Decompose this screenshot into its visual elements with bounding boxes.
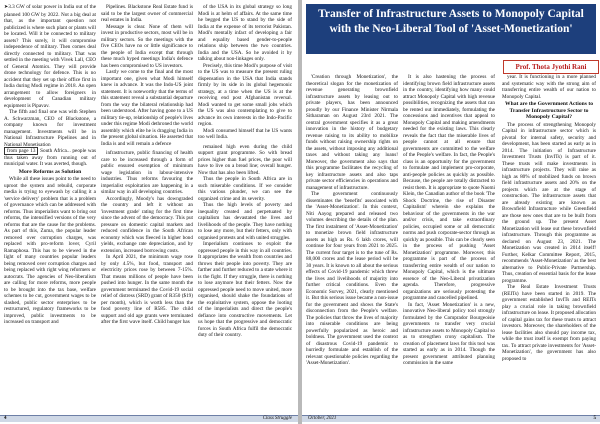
paragraph: infrastructure, public financing of health care to be increased through a form of public ensured exemption of minimum wage legislation in labour-intensive industries. Thus reforms favouring the imperialist exploitation are happening in a similar way in all developing countries. <box>101 150 193 195</box>
right-footer-bar <box>302 415 600 422</box>
right-column-3 <box>502 74 596 410</box>
article-title-banner <box>306 4 596 54</box>
paragraph: ➤ 3.3 GW of solar power in India out of the planned 100 GW by 2022. Not a big deal at that, as the important question not publicized is where such plant or plants will be located. Will it be connected to military assets? This surely, it will compromise independence of military. Then comes deal directly connected to military. That was settled in the meeting with Vivek Lall, CEO of General Atomics. They will provide drone technology for defence. This is no accident that they set up their office first in India during Modi regime in 2018. An open arrangement to allow foreigners in development of Canadian military equipment is Pipavav. <box>4 4 96 109</box>
left-page <box>0 0 298 424</box>
paragraph: Imperialism continues to exploit the oppressed people in this way in all countries. It appropriates the wealth from countries and throws their people into poverty. They are farther and further reduced to a state where it is the fight. If they struggle, there is nothing to lose anymore but their fetters. Now the oppressed people need to move united, more organised, should shake the foundations of the exploitative system, oppose the looting of the imperialists and direct the people's defiance into constructive movements. Let us hope that the progressive and democratic forces in South Africa fulfil the democratic duty of their country. <box>198 241 292 338</box>
from-page-label: from page 13 <box>4 147 38 155</box>
paragraph: Modi consumed himself that he US wants too well India. <box>198 127 292 140</box>
paragraph: While all these issues point to the need to uproot the system and rebuild, corporate media is trying to eyewash by calling it a 'service delivery' problem that is a problem of governance which can be addressed with reforms. Thus imperialists want to bring out reforms, the intensified versions of the very reforms that are the cause for the problems. As part of this, Zuma, the popular leader removed over corruption charges, was replaced with pro-reform lover, Cyril Ramaphosa. This has to be viewed in the light of many countries popular leaders being removed over corruption charges and being replaced with right wing reformers or autocrats. The agencies of Neo-liberalism are calling for more reforms, more people to be brought into the tax base, welfare schemes to be cut, government wages to be slashed, public sector enterprises to be restructured, regulatory frameworks to be improved, public investments to be increased on transport and <box>4 176 96 325</box>
paragraph: Pipelines. Blackstone Real Estate fund is said to be the largest owner of commercial real estates in India. <box>101 4 193 23</box>
paragraph: Accordingly, Moody's has downgraded the country and left it without an 'investment grade' rating for the first time since the advent of the democracy. This put pressure on domestic capital markets and reduced confidence in the South African economy which was fleeced in higher bond yields, exchange rate depreciation, and by extension, increased borrowing costs. <box>101 195 193 254</box>
page-number: 4 <box>4 416 7 421</box>
paragraph: In April 2021, the minimum wage rose by only 4.5%, but food, transport and electricity prices rose by between 7-15%. That means millions of people have been pushed into hunger. In the same month the government terminated the Covid-19 social relief of distress (SRD) grant of R350 ($19) per month), which is worth less than the food poverty line of R585. The child support and old age grants were terminated after the first wave itself. Child hunger has <box>101 254 193 325</box>
article-title-line-2: with the Neo-Liberal Tool of 'Asset-Monetization' <box>329 23 573 35</box>
author-byline: Prof. Thota Jyothi Rani <box>503 60 599 74</box>
left-column-3 <box>198 4 292 410</box>
paragraph: Message is clear. None of them will invest in productive sectors, most will be in military sectors. So the meetings with the five CEOs have no or little significance to the people of India except that through these much hyped meetings India's defence has been compromised to US investors. <box>101 23 193 69</box>
paragraph: The Real Estate Investment Trusts (REITs) have been started in 2019. The government established InvITs and REITs play a crucial role in taking brownfield infrastructure on lease. It proposed allocation of capital gains tax for these trusts to attract investors. Moreover, the shareholders of the lease facilities also should pay income tax, while the trust itself is exempt from paying tax. To attract private investments for 'Asset-Monetization', the government has also proposed to <box>502 284 596 362</box>
continued-text: South Africa... people was thus taken away from running out of municipal water. It was averted, though. <box>4 148 96 167</box>
paragraph: Lastly we come to the final and the most important one, given what Modi himself knew in advance. It was the Indo-US joint statement. It is noteworthy that the terms of this statement reveal a substantial departure from the way the bilateral relationship had been understood. After having gone to a US military tie-up, relationship of people's lives under this regime Modi dethroned the world assembly which elite he is dragging India in the present global situation. He asserted that India is and will remain a defence <box>101 69 193 147</box>
right-column-2 <box>403 74 495 410</box>
paragraph: remained high even during the child support grant programme. So with bread prices higher than fuel prices, the poor will have to live on a bread line; overall hunger. Now that has also been lifted. <box>198 143 292 176</box>
page-number: 5 <box>593 416 596 421</box>
section-heading: More Reforms as Solution <box>18 168 82 175</box>
paragraph: The process of strengthening Monopoly Capital in infrastructure sector which is pivotal for internal safety, security and development, has been started as early as in 2014. The initiation of Infrastructure Investment Trusts (InvITs) is part of it. These trusts will make investments in infrastructure projects. They will raise as high as 80% of mobilized funds on brown field infrastructure assets and 20% on the projects which are at the stage of construction. The infrastructure assets that are already existing are known as Brownfield Infrastructure while Greenfield are those new ones that are to be built from the ground up. The present Asset Monetization will lease out these brownfield infrastructure. Through this programme as declared on August 23, 2021. The Monetization was created in 2014 itself! Further, Kelkar Committee Report, 2015, recommends 'Asset-Monetization' as the best alternative to Public-Private Partnership. Thus, creation of essential basis for the lease programme. <box>502 121 596 284</box>
left-footer-bar <box>0 415 298 422</box>
paragraph: Precisely, this time Modi's purpose of visit to the US was to measure the present ruling dispensation in the USA that India stands firmly by its side in its global hegemonic strategy, at a time when the US is at the receiving end post Afghanistan reversal. Modi wanted to get some small jobs which the US was also contemplating to give to advance its own interests in the Indo-Pacific region. <box>198 62 292 127</box>
section-heading: What are the Government Actions to Transfer Infrastructure Sector to Monopoly Capital? <box>505 101 593 120</box>
magazine-name: Class Struggle <box>262 416 292 421</box>
paragraph: Thus the high levels of poverty and inequality created and perpetuated by capitalism has devastated the lives and livelihoods of the people. They have nothing to lose any more, but their fetters, only with organised protests and with united struggles. <box>198 202 292 241</box>
paragraph: The fifth and final one was with Stephen A. Schwarzman, CEO of Blackstone, a company known for investment management. Investments will be in National Infrastructure Pipelines and in National Monetisation <box>4 109 96 148</box>
paragraph: In fact, 'Asset Monetization' is a new, innovative Neo-liberal policy tool strongly formulated by the Comprador Bourgeoisie governments to transfer very crucial infrastructure assets to Monopoly Capital so as to strengthen crony capitalism. The creation of placement laws for this tool was started as early as in 2014. Though the present government attributed planning commission in the same <box>403 301 495 366</box>
paragraph: of the USA in its global strategy so long Modi is at helm of affairs. At the same time he begged the US to stand by the side of India at the expense of its terrorist Pakistan. Modi's mentally infact of developing a fair and equality based gender-to-people relations ship between the two countries. India and the USA. So he avoided it by talking about non-linkages only. <box>198 4 292 62</box>
left-column-1 <box>4 4 96 410</box>
right-column-1 <box>306 74 398 410</box>
paragraph: The government continuously disseminates the 'benefits' associated with the 'Asset-Monetization'. In this context, Niti Aayog prepared and released two volumes describing the details of the plan. The first instalment of 'Asset-Monetization' to monetize brown field infrastructure assets as high as Rs. 6 lakh crores, will continue for four years from 2021 to 2025. The current four target is to the tune of Rs. 88,000 crores and the lease period will be 30 years. It is known to all about the serious effects of Covid-19 pandemic which threw the lives and livelihoods of majority into further critical conditions. Even the Economic Survey, 2021, clearly mentioned it. But this serious issue became a non-issue for the government and shows the State's disconnection from the People's welfare. The policies that throw the lives of majority into miserable conditions are being powerfully popularized as heroic and boldness. The government used the context of disastrous Covid-19 pandemic to hurriedly formulate and establish of the relevant questionable policies regarding the 'Asset-Monetization'. <box>306 191 398 366</box>
paragraph: year. It is functioning in a more planned and systematic way with the strong aim of transferring entire wealth of our nation to Monopoly Capital. <box>502 74 596 100</box>
article-title-line-1: Transfer of Infrastructure Assets to Monopoly Capital <box>318 8 584 20</box>
paragraph: Thus the people in South Africa are in such miserable conditions. If we consider this various plunder, we can see the organized crime and its severity. <box>198 176 292 202</box>
paragraph: It is also hastening the process of identifying brown field infrastructure assets in the country, identifying how many could attract Monopoly Capital with high revenue possibilities, recognizing the assets that can be rented out immediately, formulating the concessions and incentives that appeal to Monopoly Capital and making amendments needed for the existing laws. This clearly reveals the fact that the miserable lives of people cannot at all ensure that governments are committed to the welfare of the People's welfare. In fact, the People's class is an opportunity for the government to formulate and implement pro-corporate, anti-people policies as quickly as possible. Because, the people are totally distracted to resist them. It is appropriate to quote Naomi Klein, the Canadian author of the book 'The Shock Doctrine, the rise of Disaster Capitalism' wherein she explains the behaviour of the governments in the war and/or crisis, and take extraordinary policies, occupied some or all democratic norms and push corporate-sector through as quickly as possible. This can be clearly seen in the process of pushing 'Asset Monetization' programme. Moreover, this programme is part of the process of transferring entire wealth of our nation to Monopoly Capital, which is the ultimate essence of the Neo-Liberal privatization agenda. Therefore, progressive organizations are seriously protesting the programme and cancelled pipelined. <box>403 74 495 301</box>
paragraph: 'Creation through Monetization', the theoretical slogan for the monetization of revenue generating brownfield infrastructure assets by leasing out to private players, has been announced proudly by our Finance Minister Nirmala Sitharaman on August 23rd 2021. The central government specifies it as a great innovation in the history of budgetary revenue raising to its ability to mobilize funds without raising ownership rights on the assets, without imposing any additional taxes and without taking any loans! Moreover, the government also says that this programme facilitates the recycling of key infrastructure assets and also taps private sector efficiencies in operations and management of infrastructure. <box>306 74 398 191</box>
issue-date: October, 2021 <box>308 416 337 421</box>
left-column-2 <box>101 4 193 410</box>
